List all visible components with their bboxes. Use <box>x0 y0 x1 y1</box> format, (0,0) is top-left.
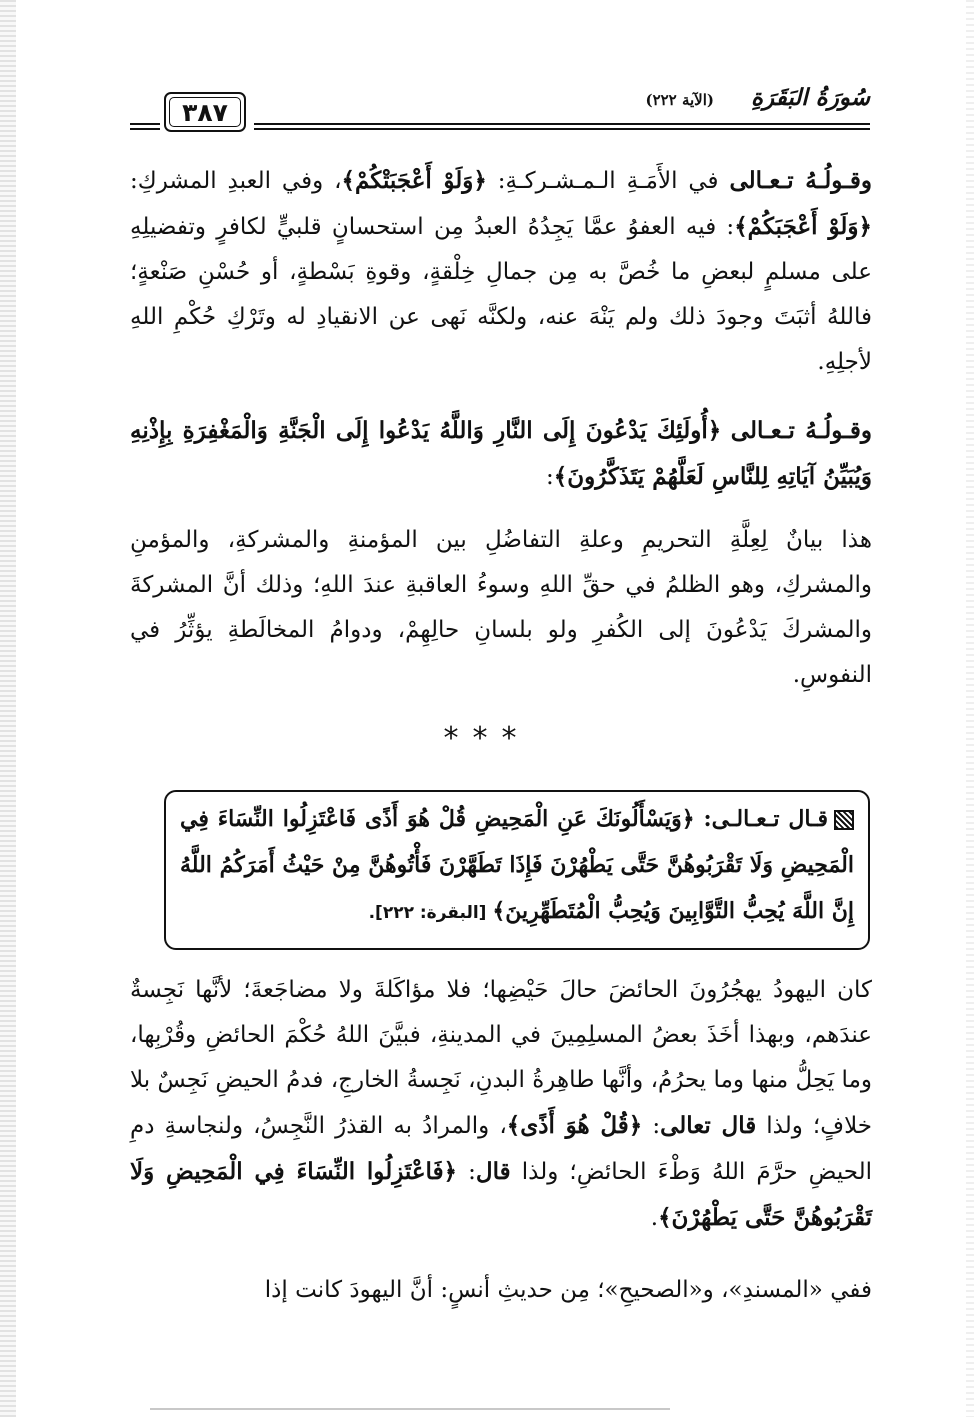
header-rule <box>130 123 160 125</box>
header-rule <box>254 128 870 130</box>
verse-box-lead: قـال تـعـالـى: <box>694 806 829 832</box>
header-rule <box>130 128 160 130</box>
section-separator: *** <box>443 721 531 756</box>
page-header <box>130 84 870 148</box>
bold-phrase: قال <box>475 1158 511 1185</box>
page-number-frame <box>164 92 246 132</box>
paragraph-text: ، وفي العبدِ المشركِ: <box>130 168 342 194</box>
paragraph-text: ، والمرادُ به القذرُ النَّجِسُ، ولنجاسةِ دمِ الحيضِ حرَّمَ اللهُ وَطْءَ الحائضِ؛ ولذا <box>130 1113 873 1185</box>
paragraph-text: . <box>650 1205 659 1231</box>
paragraph-lead: وقـولُـهُ تـعـالى <box>729 167 873 194</box>
paragraph-text: : <box>545 464 554 490</box>
scan-edge-right <box>966 0 974 1417</box>
paragraph-2 <box>130 408 872 500</box>
paragraph-text: كان اليهودُ يهجُرُونَ الحائضَ حالَ حَيْضِها؛ فلا مؤاكَلةَ ولا مضاجَعةَ؛ لأنَّها نَجِسةٌ عندَهم، وبهذا أخَذَ بعضُ المسلِمِينَ في المدينةِ، فبيَّنَ اللهُ حُكْمَ الحائضِ وقُرْبِها، وما يَحِلُّ منها وما يحرُمُ، وأنَّها طاهِرةُ البدنِ، نَجِسةُ الخارجِ، فدمُ الحيضِ نَجِسٌ بلا خلافٍ؛ ولذا <box>130 977 873 1139</box>
paragraph-text: ففي «المسندِ»، و«الصحيحِ»؛ مِن حديثِ أنسٍ: أنَّ اليهودَ كانت إذا <box>264 1277 872 1303</box>
paragraph-lead: وقـولُـهُ تـعـالى <box>730 417 873 444</box>
quran-quote: ﴿قُلْ هُوَ أَذًى﴾ <box>506 1112 643 1139</box>
quran-quote: ﴿وَلَوْ أَعْجَبَتْكُمْ﴾ <box>341 167 487 194</box>
verse-reference: (الآية ٢٢٢) <box>645 91 714 109</box>
quran-quote: ﴿وَلَوْ أَعْجَبَكُمْ﴾ <box>734 213 872 240</box>
paragraph-5 <box>130 1268 872 1313</box>
sura-title: سُورَةُ البَقَرَةِ <box>750 84 870 111</box>
scan-edge-left <box>0 0 16 1417</box>
paragraph-text: : <box>457 1159 476 1185</box>
quran-quote: ﴿وَيَسْأَلُونَكَ عَنِ الْمَحِيضِ قُلْ هُوَ أَذًى فَاعْتَزِلُوا النِّسَاءَ فِي الْمَحِيضِ وَلَا تَقْرَبُوهُنَّ حَتَّى يَطْهُرْنَ فَإِذَا تَطَهَّرْنَ فَأْتُوهُنَّ مِنْ حَيْثُ أَمَرَكُمُ اللَّهُ إِنَّ اللَّهَ يُحِبُّ التَّوَّابِينَ وَيُحِبُّ الْمُتَطَهِّرِينَ﴾ <box>180 806 854 924</box>
paragraph-text: في الأَمَـةِ الـمـشـركـةِ: <box>486 168 730 194</box>
paragraph-text: هذا بيانٌ لِعِلَّةِ التحريمِ وعلةِ التفاضُلِ بين المؤمنةِ والمشركةِ، والمؤمنِ والمشركِ، وهو الظلمُ في حقِّ اللهِ وسوءُ العاقبةِ عندَ اللهِ؛ وذلك أنَّ المشركةَ والمشركَ يَدْعُونَ إلى الكُفرِ ولو بلسانِ حالِهِمْ، ودوامُ المخالَطةِ يؤثِّرُ في النفوسِ. <box>130 527 872 688</box>
verse-box-text <box>180 796 854 936</box>
quran-quote: ﴿أُولَئِكَ يَدْعُونَ إِلَى النَّارِ وَاللَّهُ يَدْعُوا إِلَى الْجَنَّةِ وَالْمَغْفِرَةِ بِإِذْنِهِ وَيُبَيِّنُ آيَاتِهِ لِلنَّاسِ لَعَلَّهُمْ يَتَذَكَّرُونَ﴾ <box>130 417 872 490</box>
bold-phrase: قال تعالى <box>660 1112 757 1139</box>
paragraph-4 <box>130 968 872 1241</box>
verse-box <box>164 790 870 950</box>
verse-marker-icon <box>834 810 854 830</box>
paragraph-text: : فيه العفوُ عمَّا يَجِدُهُ العبدُ مِن استحسانٍ قلبيٍّ لكافرٍ وتفضيلِهِ على مسلمٍ لبعضِ ما خُصَّ به مِن جمالِ خِلْقةٍ، وقوةِ بَسْطةٍ، أو حُسْنِ صَنْعةٍ؛ فاللهُ أثبَتَ وجودَ ذلك ولم يَنْهَ عنه، ولكنَّه نَهى عن الانقيادِ له وتَرْكِ حُكْمِ اللهِ لأجلِهِ. <box>130 214 872 375</box>
verse-box-reference: [البقرة: ٢٢٢]. <box>368 903 493 923</box>
quran-quote: ﴿فَاعْتَزِلُوا النِّسَاءَ فِي الْمَحِيضِ وَلَا تَقْرَبُوهُنَّ حَتَّى يَطْهُرْنَ﴾ <box>130 1158 872 1231</box>
scan-bottom-line <box>150 1408 670 1410</box>
paragraph-1 <box>130 158 872 385</box>
paragraph-text: : <box>642 1113 661 1139</box>
paragraph-3 <box>130 518 872 698</box>
header-rule <box>254 123 870 125</box>
page-number: ٣٨٧ <box>182 97 228 127</box>
